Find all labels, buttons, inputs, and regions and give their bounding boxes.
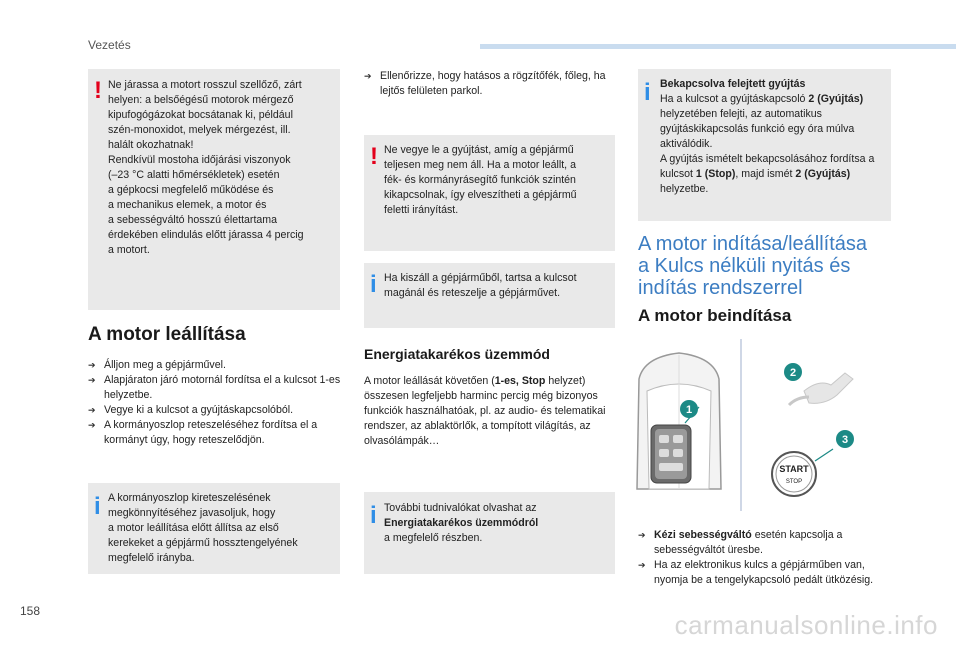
info-box-key bbox=[364, 263, 615, 328]
car-diagram bbox=[619, 339, 891, 511]
svg-text:3: 3 bbox=[841, 434, 849, 446]
list-item: ➔ Kézi sebességváltó esetén kapcsolja a sebességváltót üresbe. bbox=[638, 528, 892, 558]
section-title-energy: Energiatakarékos üzemmód bbox=[364, 346, 550, 362]
list-item: ➔ Ha az elektronikus kulcs a gépjárműben van, nyomja be a tengelykapcsoló pedált ütközésig. bbox=[638, 558, 892, 588]
clutch-pedal-icon bbox=[804, 373, 853, 403]
section-title-engine-start: A motor beindítása bbox=[638, 306, 792, 325]
button-leader-line bbox=[815, 449, 833, 461]
warning-icon: ! bbox=[94, 77, 102, 104]
info-text: További tudnivalókat olvashat az Energiatakarékos üzemmódról a megfelelő részben. bbox=[384, 502, 539, 544]
warning-box-ignition bbox=[364, 135, 615, 251]
chapter-title: A motor indítása/leállítása a Kulcs nélküli nyitás és indítás rendszerrel bbox=[638, 233, 868, 299]
pedal-arrow-icon bbox=[789, 397, 809, 405]
warning-text: Ne járassa a motort rosszul szellőző, zárt helyen: a belsőégésű motorok mérgező kipufogógázokat bocsátanak ki, például szén-monoxidot, melyek mérgezést, ill. halált okozhatnak! Rendkívül mostoha időjárási viszonyok (–23 °C alatti hőmérsékletek) esetén a gépkocsi megfelelő működése és a mechanikus elemek, a motor és a sebességváltó hosszú élettartama érdekében elindulás előtt járassa 4 percig a motort. bbox=[108, 79, 304, 256]
info-icon: i bbox=[370, 502, 377, 529]
watermark: carmanualsonline.info bbox=[674, 610, 938, 640]
button-label-stop: STOP bbox=[785, 479, 803, 485]
page-number: 158 bbox=[20, 604, 41, 618]
info-text: A kormányoszlop kireteszelésének megkönnyítéséhez javasoljuk, hogy a motor leállítása előtt állítsa az első kerekeket a gépjármű hossztengelyének megfelelő irányba. bbox=[108, 492, 298, 564]
start-stop-button bbox=[772, 452, 816, 496]
info-box-ignition-left-on bbox=[638, 69, 891, 221]
info-text: Ha kiszáll a gépjárműből, tartsa a kulcsot magánál és reteszelje a gépjárművet. bbox=[384, 272, 577, 299]
button-label-start: START bbox=[779, 464, 809, 474]
info-icon: i bbox=[644, 79, 651, 106]
warning-box-ventilation bbox=[88, 69, 340, 310]
list-item: ➔ Álljon meg a gépjárművel. bbox=[88, 358, 342, 373]
info-box-energy bbox=[364, 492, 615, 574]
key-fob-icon bbox=[651, 425, 691, 483]
parking-brake-step bbox=[364, 69, 612, 99]
info-icon: i bbox=[370, 271, 377, 298]
keyless-start-figure bbox=[619, 339, 891, 511]
energy-paragraph: A motor leállását követően (1-es, Stop helyzet) összesen legfeljebb harminc percig még bizonyos funkciók használhatóak, pl. az audio- és telematikai rendszer, az ablaktörlők, a tompított világítás, az olvasólámpák… bbox=[364, 375, 606, 447]
svg-text:2: 2 bbox=[789, 367, 797, 379]
header-bar bbox=[480, 44, 956, 49]
list-item: ➔ Ellenőrizze, hogy hatásos a rögzítőfék, főleg, ha lejtős felületen parkol. bbox=[364, 69, 612, 99]
warning-icon: ! bbox=[370, 143, 378, 170]
engine-start-steps bbox=[638, 528, 892, 588]
list-item: ➔ A kormányoszlop reteszeléséhez fordítsa el a kormányt úgy, hogy reteszelődjön. bbox=[88, 418, 342, 448]
list-item: ➔ Vegye ki a kulcsot a gyújtáskapcsolóból. bbox=[88, 403, 342, 418]
info-text: Bekapcsolva felejtett gyújtás Ha a kulcsot a gyújtáskapcsoló 2 (Gyújtás) helyzetében felejti, az automatikus gyújtáskikapcsolás funkció egy óra múlva aktiválódik. A gyújtás ismételt bekapcsolásához fordítsa a kulcsot 1 (Stop), majd ismét 2 (Gyújtás) helyzetbe. bbox=[660, 78, 875, 195]
section-title-engine-stop: A motor leállítása bbox=[88, 324, 246, 345]
list-item: ➔ Alapjáraton járó motornál fordítsa el a kulcsot 1-es helyzetbe. bbox=[88, 373, 342, 403]
warning-text: Ne vegye le a gyújtást, amíg a gépjármű teljesen meg nem áll. Ha a motor leállt, a fék- és kormányrásegítő funkciók szintén kikapcsolnak, így elveszítheti a gépjármű feletti irányítást. bbox=[384, 144, 577, 216]
info-box-steering bbox=[88, 483, 340, 574]
info-icon: i bbox=[94, 493, 101, 520]
engine-stop-steps bbox=[88, 358, 342, 448]
section-header: Vezetés bbox=[88, 38, 131, 52]
svg-text:1: 1 bbox=[685, 404, 693, 416]
